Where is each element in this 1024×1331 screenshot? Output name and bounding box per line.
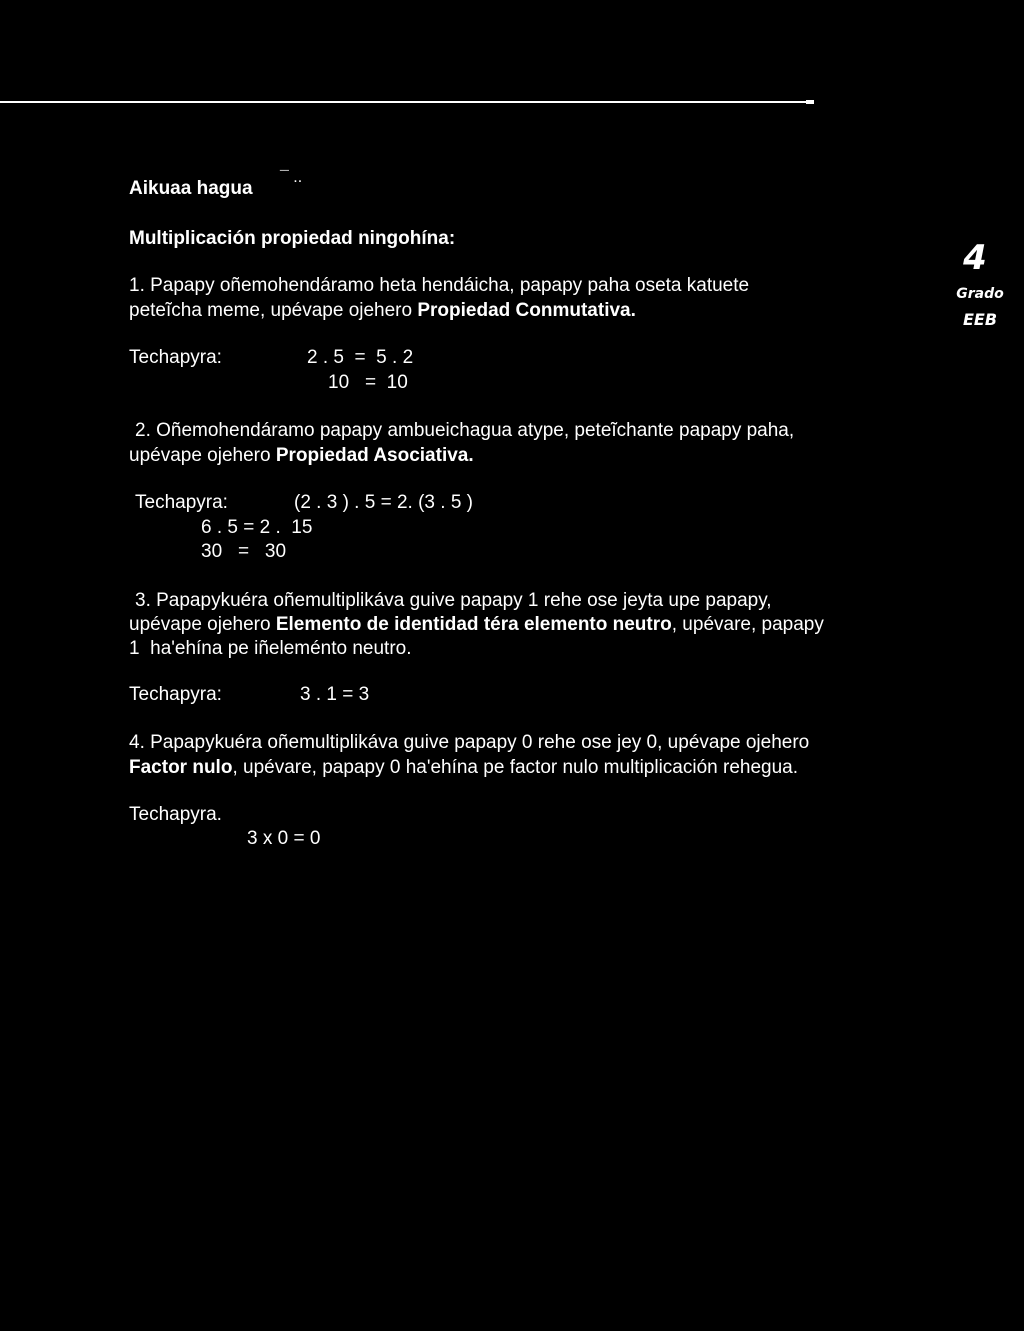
- p4-property-name: Factor nulo: [129, 757, 233, 778]
- p2-line1: 2. Oñemohendáramo papapy ambueichagua atype, peteĩchante papapy paha,: [135, 420, 795, 441]
- p2-line2-text: upévape ojehero: [129, 445, 276, 466]
- header-title: Aikuaa hagua: [129, 178, 253, 199]
- p3-line2-tail: , upévare, papapy: [671, 614, 824, 635]
- p1-line2-text: peteĩcha meme, upévape ojehero: [129, 300, 418, 321]
- p4-line2: [129, 755, 798, 780]
- p4-line1: 4. Papapykuéra oñemultiplikáva guive papapy 0 rehe ose jey 0, upévape ojehero: [129, 732, 810, 753]
- p3-example-label: Techapyra:: [129, 684, 222, 705]
- p2-equation-1: (2 . 3 ) . 5 = 2. (3 . 5 ): [294, 492, 473, 513]
- p3-property-name: Elemento de identidad téra elemento neutro: [275, 614, 672, 635]
- p1-equation-1: 2 . 5 = 5 . 2: [307, 347, 414, 368]
- p3-line1: 3. Papapykuéra oñemultiplikáva guive papapy 1 rehe ose jeyta upe papapy,: [135, 590, 772, 611]
- p4-example-label: Techapyra.: [129, 804, 222, 825]
- header-marks: ¯ ..: [280, 169, 303, 186]
- grade-number: 4: [963, 238, 987, 278]
- grade-level: EEB: [962, 310, 998, 329]
- p1-example-label: Techapyra:: [129, 347, 222, 368]
- p2-example-label: Techapyra:: [135, 492, 228, 513]
- p1-line1: 1. Papapy oñemohendáramo heta hendáicha, papapy paha oseta katuete: [129, 275, 750, 296]
- top-rule-end: [806, 100, 814, 104]
- p2-line2: [129, 443, 474, 468]
- p3-line2: [129, 612, 824, 637]
- p2-equation-2: 6 . 5 = 2 . 15: [201, 517, 313, 538]
- p2-equation-3: 30 = 30: [201, 541, 287, 562]
- p1-line2: [129, 298, 636, 323]
- p1-property-name: Propiedad Conmutativa.: [417, 300, 636, 321]
- p4-line2-tail: , upévare, papapy 0 ha'ehína pe factor nulo multiplicación rehegua.: [232, 757, 799, 778]
- p1-equation-2: 10 = 10: [328, 372, 408, 393]
- grade-label: Grado: [956, 286, 1004, 302]
- p3-line2-text: upévape ojehero: [129, 614, 276, 635]
- p3-equation-1: 3 . 1 = 3: [300, 684, 370, 705]
- p2-property-name: Propiedad Asociativa.: [275, 445, 474, 466]
- p3-line3: 1 ha'ehína pe iñeleménto neutro.: [129, 638, 412, 659]
- section-title: Multiplicación propiedad ningohína:: [129, 228, 456, 249]
- p4-equation-1: 3 x 0 = 0: [247, 828, 321, 849]
- top-rule: [0, 101, 806, 103]
